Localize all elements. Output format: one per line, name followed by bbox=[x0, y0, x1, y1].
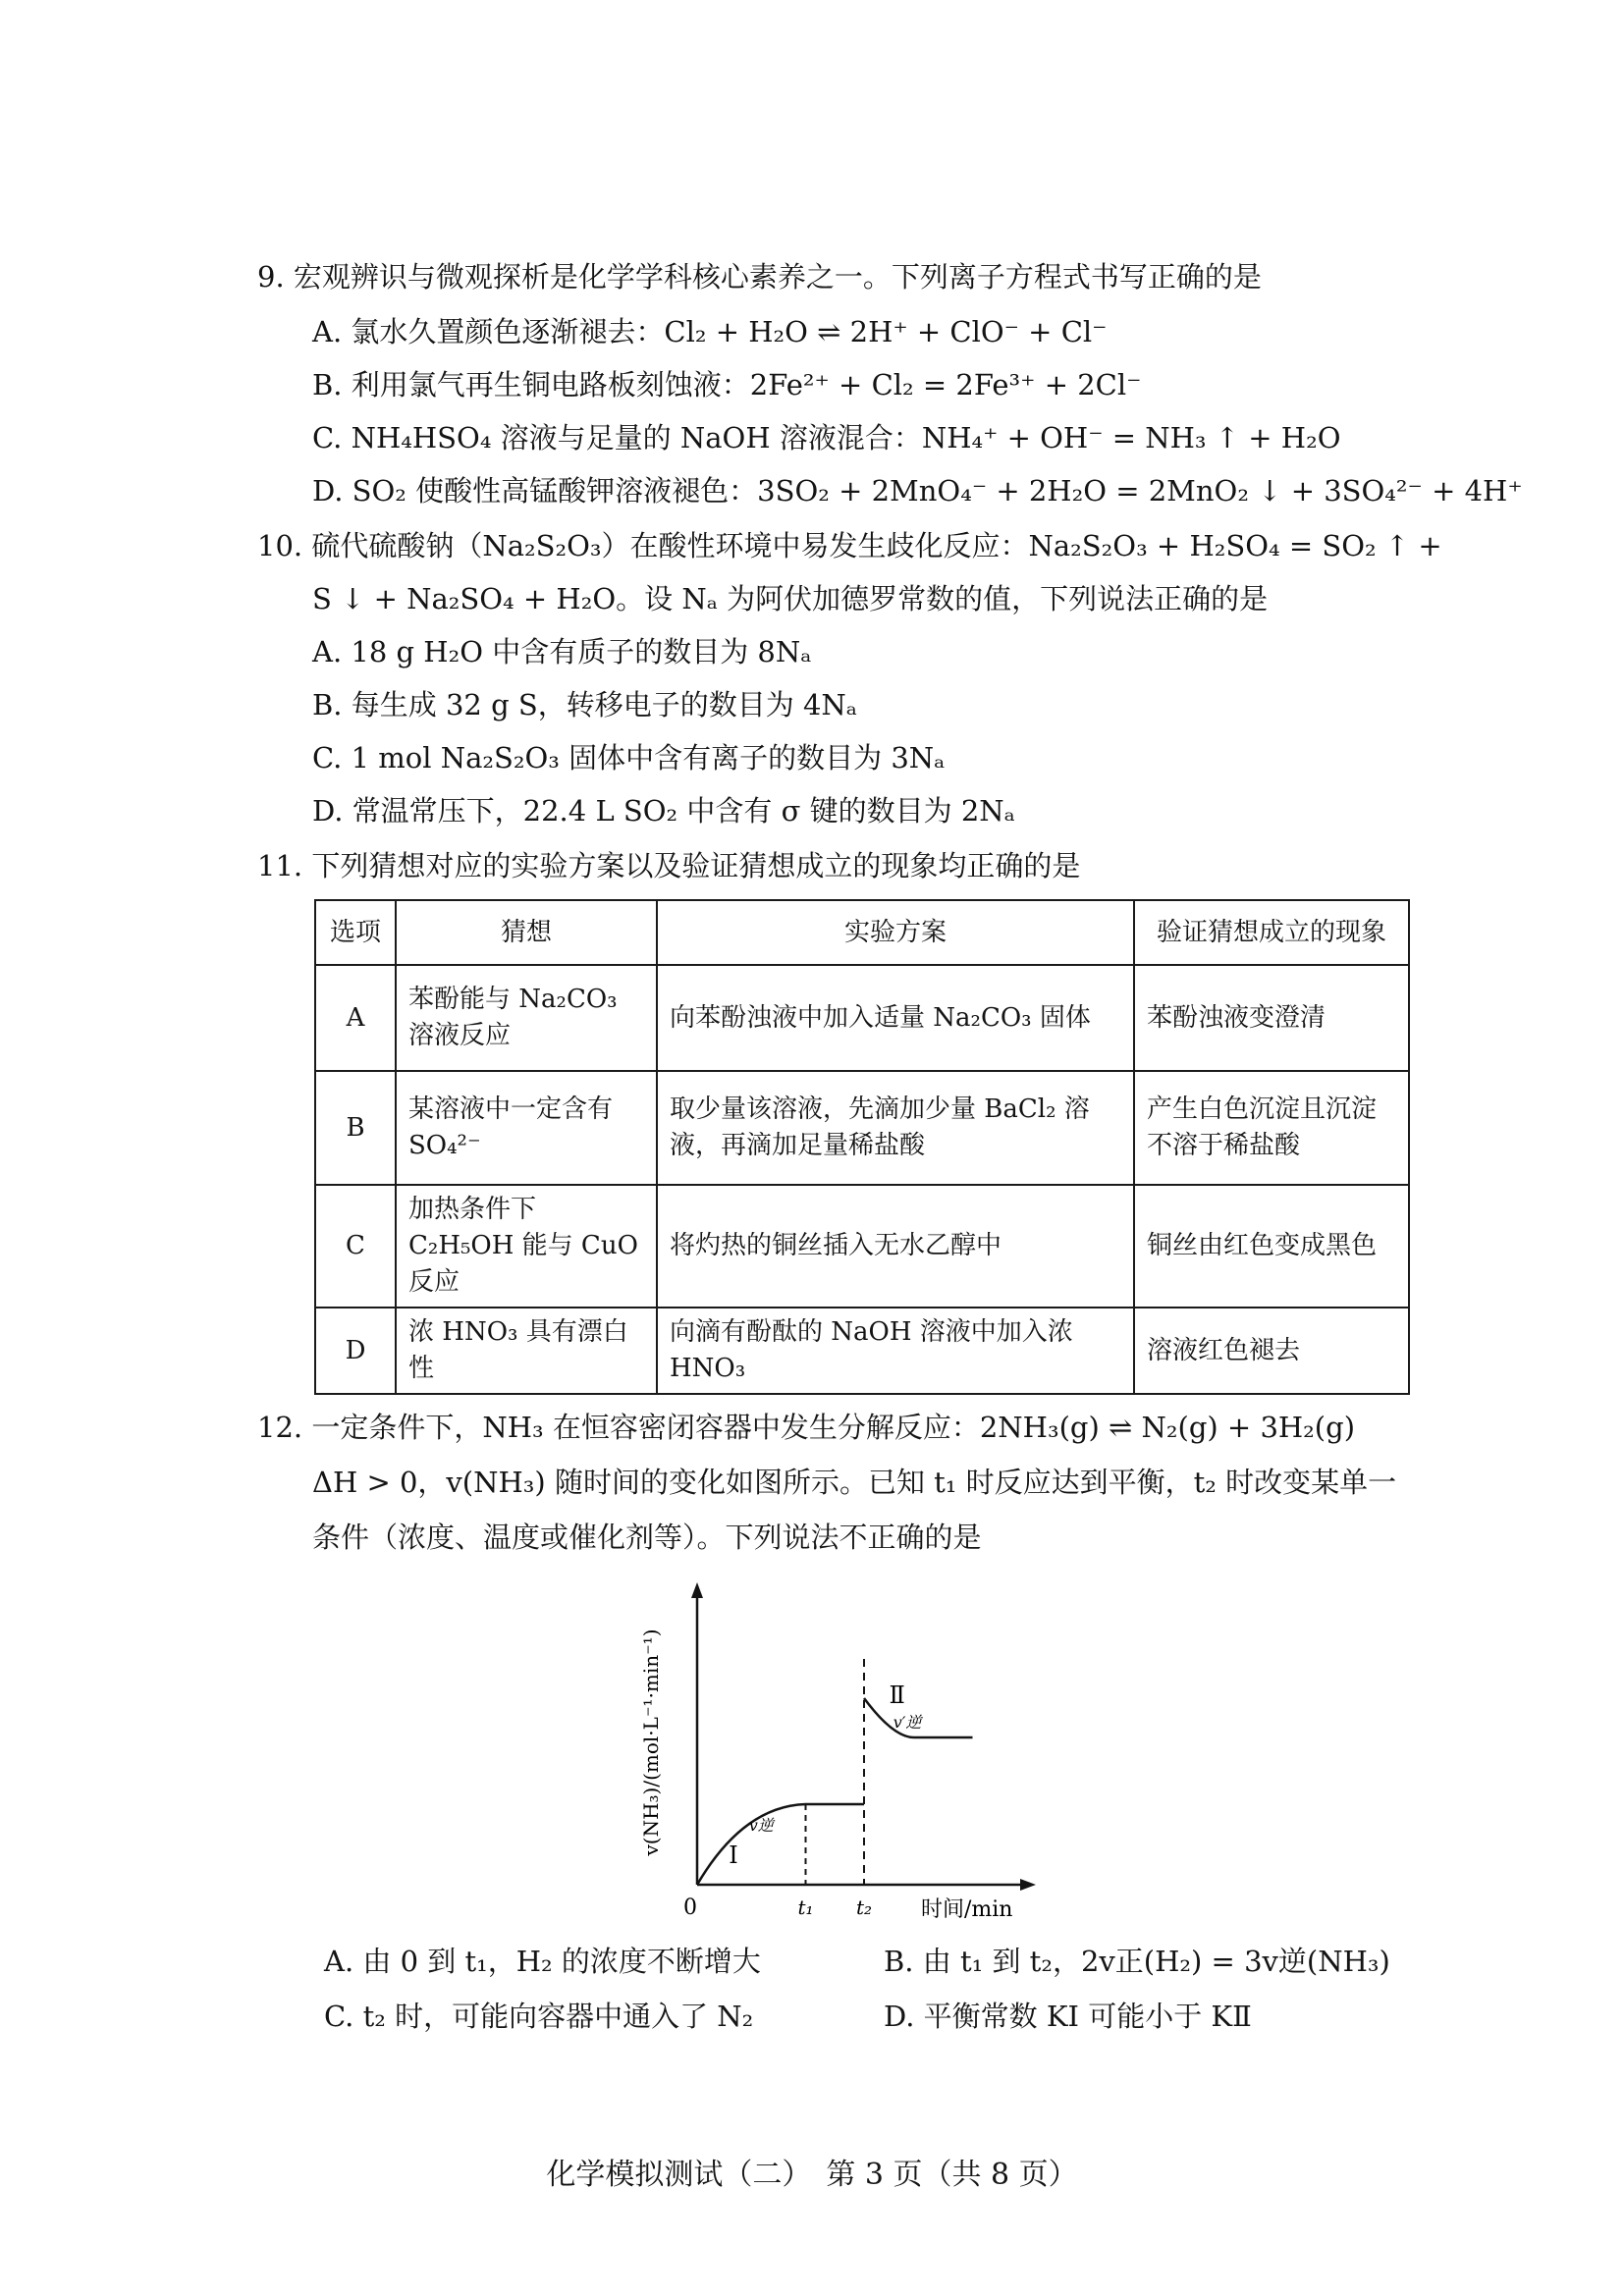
q12-option-c: C. t₂ 时，可能向容器中通入了 N₂ bbox=[324, 2000, 754, 2033]
header-option: 选项 bbox=[315, 900, 396, 965]
table-row bbox=[315, 965, 1409, 1071]
q10-option-d: D. 常温常压下，22.4 L SO₂ 中含有 σ 键的数目为 2Nₐ bbox=[312, 794, 1015, 828]
q9-option-c: C. NH₄HSO₄ 溶液与足量的 NaOH 溶液混合：NH₄⁺ + OH⁻ = NH₃ ↑ + H₂O bbox=[312, 421, 1341, 454]
q12-option-b: B. 由 t₁ 到 t₂，2v正(H₂) = 3v逆(NH₃) bbox=[884, 1945, 1390, 1978]
table-header-row bbox=[315, 900, 1409, 965]
y-axis-label: v(NH₃)/(mol·L⁻¹·min⁻¹) bbox=[639, 1629, 663, 1856]
x-tick-label-t2: t₂ bbox=[855, 1896, 873, 1919]
q12-stem-line1: 12. 一定条件下，NH₃ 在恒容密闭容器中发生分解反应：2NH₃(g) ⇌ N₂(g) + 3H₂(g) bbox=[257, 1411, 1356, 1444]
row-option: B bbox=[315, 1071, 396, 1185]
row-guess: 苯酚能与 Na₂CO₃ 溶液反应 bbox=[396, 965, 657, 1071]
row-result: 苯酚浊液变澄清 bbox=[1134, 965, 1409, 1071]
x-axis-label: 时间/min bbox=[921, 1897, 1013, 1922]
row-result: 铜丝由红色变成黑色 bbox=[1134, 1185, 1409, 1308]
curve-2-label: Ⅱ bbox=[889, 1682, 905, 1709]
row-guess: 加热条件下 C₂H₅OH 能与 CuO 反应 bbox=[396, 1185, 657, 1308]
header-plan: 实验方案 bbox=[657, 900, 1134, 965]
table-row bbox=[315, 1308, 1409, 1394]
row-guess: 某溶液中一定含有 SO₄²⁻ bbox=[396, 1071, 657, 1185]
q9-option-d: D. SO₂ 使酸性高锰酸钾溶液褪色：3SO₂ + 2MnO₄⁻ + 2H₂O = 2MnO₂ ↓ + 3SO₄²⁻ + 4H⁺ bbox=[312, 474, 1523, 507]
chart-marks bbox=[697, 1659, 973, 1885]
q9-option-a: A. 氯水久置颜色逐渐褪去：Cl₂ + H₂O ⇌ 2H⁺ + ClO⁻ + Cl⁻ bbox=[312, 315, 1108, 348]
y-axis-arrow bbox=[691, 1582, 703, 1598]
row-plan: 向滴有酚酞的 NaOH 溶液中加入浓 HNO₃ bbox=[657, 1308, 1134, 1394]
row-plan: 将灼热的铜丝插入无水乙醇中 bbox=[657, 1185, 1134, 1308]
row-result: 产生白色沉淀且沉淀不溶于稀盐酸 bbox=[1134, 1071, 1409, 1185]
series-line-i bbox=[697, 1804, 864, 1885]
q12-option-a: A. 由 0 到 t₁，H₂ 的浓度不断增大 bbox=[324, 1945, 761, 1978]
row-plan: 取少量该溶液，先滴加少量 BaCl₂ 溶液，再滴加足量稀盐酸 bbox=[657, 1071, 1134, 1185]
q10-stem-line2: S ↓ + Na₂SO₄ + H₂O。设 Nₐ 为阿伏加德罗常数的值，下列说法正确的是 bbox=[312, 582, 1269, 615]
x-tick-label-t1: t₁ bbox=[797, 1896, 814, 1919]
curve-1-label: Ⅰ bbox=[729, 1842, 738, 1869]
q11-stem: 11. 下列猜想对应的实验方案以及验证猜想成立的现象均正确的是 bbox=[257, 849, 1081, 882]
q10-option-a: A. 18 g H₂O 中含有质子的数目为 8Nₐ bbox=[312, 635, 812, 668]
row-result: 溶液红色褪去 bbox=[1134, 1308, 1409, 1394]
q10-option-c: C. 1 mol Na₂S₂O₃ 固体中含有离子的数目为 3Nₐ bbox=[312, 741, 946, 774]
q12-option-d: D. 平衡常数 KⅠ 可能小于 KⅡ bbox=[884, 2000, 1252, 2033]
table-row bbox=[315, 1185, 1409, 1308]
curve-2-sublabel: v′逆 bbox=[893, 1713, 922, 1732]
row-guess: 浓 HNO₃ 具有漂白性 bbox=[396, 1308, 657, 1394]
q10-stem-line1: 10. 硫代硫酸钠（Na₂S₂O₃）在酸性环境中易发生歧化反应：Na₂S₂O₃ + H₂SO₄ = SO₂ ↑ + bbox=[257, 529, 1442, 562]
curve-1-sublabel: v逆 bbox=[748, 1816, 774, 1835]
q12-stem-line2: ΔH > 0，v(NH₃) 随时间的变化如图所示。已知 t₁ 时反应达到平衡，t₂ 时改变某单一 bbox=[312, 1466, 1397, 1499]
row-option: A bbox=[315, 965, 396, 1071]
header-guess: 猜想 bbox=[396, 900, 657, 965]
row-plan: 向苯酚浊液中加入适量 Na₂CO₃ 固体 bbox=[657, 965, 1134, 1071]
q9-stem: 9. 宏观辨识与微观探析是化学学科核心素养之一。下列离子方程式书写正确的是 bbox=[257, 260, 1262, 294]
table-row bbox=[315, 1071, 1409, 1185]
row-option: D bbox=[315, 1308, 396, 1394]
rate-time-chart bbox=[638, 1571, 1051, 1944]
page-footer: 化学模拟测试（二） 第 3 页（共 8 页） bbox=[546, 2158, 1078, 2192]
q11-table bbox=[314, 899, 1410, 1395]
x-axis-arrow bbox=[1020, 1879, 1036, 1891]
q9-option-b: B. 利用氯气再生铜电路板刻蚀液：2Fe²⁺ + Cl₂ = 2Fe³⁺ + 2Cl⁻ bbox=[312, 368, 1142, 401]
q12-stem-line3: 条件（浓度、温度或催化剂等）。下列说法不正确的是 bbox=[312, 1521, 982, 1554]
header-result: 验证猜想成立的现象 bbox=[1134, 900, 1409, 965]
q10-option-b: B. 每生成 32 g S，转移电子的数目为 4Nₐ bbox=[312, 688, 857, 721]
origin-label: 0 bbox=[683, 1896, 697, 1920]
row-option: C bbox=[315, 1185, 396, 1308]
